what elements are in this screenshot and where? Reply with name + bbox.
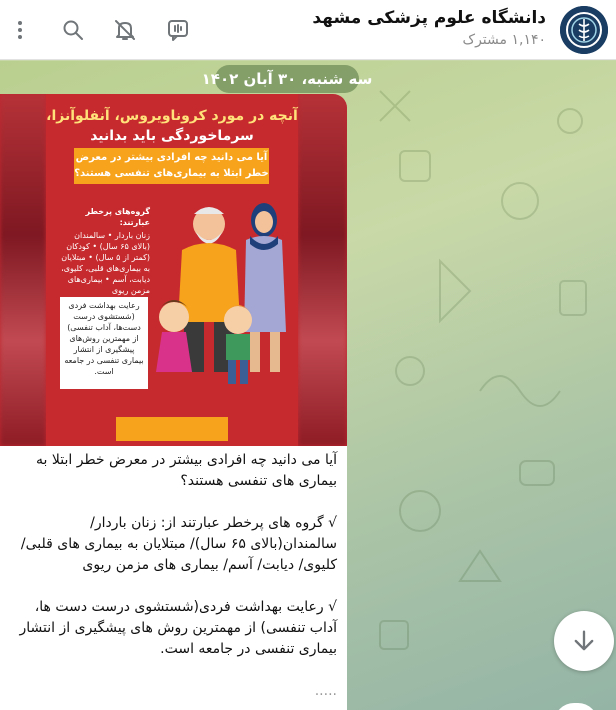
poster-question: آیا می دانید چه افرادی بیشتر در معرض خطر ابتلا به بیماری‌های تنفسی هستند؟ xyxy=(74,148,269,184)
poster-title-line1: آنچه در مورد کروناویروس، آنفلوآنزا، xyxy=(46,108,298,124)
photo-blur-right xyxy=(298,94,347,446)
subscriber-count: ۱,۱۴۰ مشترک xyxy=(462,32,546,48)
message-caption xyxy=(10,450,337,710)
health-poster xyxy=(46,94,298,446)
poster-title-line2: سرماخوردگی باید بدانید xyxy=(90,128,254,144)
message-photo[interactable] xyxy=(0,94,347,446)
channel-title[interactable]: دانشگاه علوم پزشکی مشهد xyxy=(312,8,546,28)
poster-groups-text: زنان باردار • سالمندان (بالای ۶۵ سال) • کودکان (کمتر از ۵ سال) • مبتلایان به بیماری‌های قلبی، کلیوی، دیابت، آسم • بیماری‌های مزمن ریوی xyxy=(61,231,150,295)
poster-advice-box: رعایت بهداشت فردی (شستشوی درست دست‌ها، آداب تنفسی) از مهمترین روش‌های پیشگیری از انتشار بیماری تنفسی در جامعه است. xyxy=(60,297,148,389)
poster-groups-heading: گروه‌های پرخطر عبارتند: xyxy=(85,207,150,227)
caption-paragraph-4: ..... xyxy=(314,683,337,699)
channel-avatar[interactable] xyxy=(560,6,608,54)
date-separator: سه شنبه، ۳۰ آبان ۱۴۰۲ xyxy=(215,65,359,93)
poster-title xyxy=(46,106,298,146)
arrow-down-icon xyxy=(570,627,598,655)
chat-area[interactable] xyxy=(0,61,616,710)
caption-paragraph-3: √ رعایت بهداشت فردی(شستشوی درست دست ها، آداب تنفسی) از مهمترین روش های پیشگیری از انتشار بیماری تنفسی در جامعه است. xyxy=(19,599,337,657)
scroll-to-bottom-button[interactable] xyxy=(554,611,614,671)
caption-paragraph-1: آیا می دانید چه افرادی بیشتر در معرض خطر ابتلا به بیماری های تنفسی هستند؟ xyxy=(36,452,337,489)
mute-button[interactable] xyxy=(107,12,143,48)
search-button[interactable] xyxy=(55,12,91,48)
search-icon xyxy=(61,18,85,42)
voice-chat-button[interactable] xyxy=(160,12,196,48)
university-logo-icon xyxy=(560,6,608,54)
voice-chat-icon xyxy=(166,18,190,42)
message-bubble[interactable] xyxy=(0,94,347,710)
chat-header xyxy=(0,0,616,60)
photo-blur-left xyxy=(0,94,46,446)
menu-dots-icon xyxy=(8,18,32,42)
mute-icon xyxy=(113,18,137,42)
more-options-button[interactable] xyxy=(2,12,38,48)
poster-footer-strip xyxy=(116,417,228,441)
family-illustration xyxy=(154,192,298,392)
poster-groups xyxy=(54,206,150,296)
caption-paragraph-2: √ گروه های پرخطر عبارتند از: زنان باردار/ سالمندان(بالای ۶۵ سال)/ مبتلایان به بیماری های قلبی/ کلیوی/ دیابت/ آسم/ بیماری های مزمن ریوی xyxy=(20,515,337,573)
